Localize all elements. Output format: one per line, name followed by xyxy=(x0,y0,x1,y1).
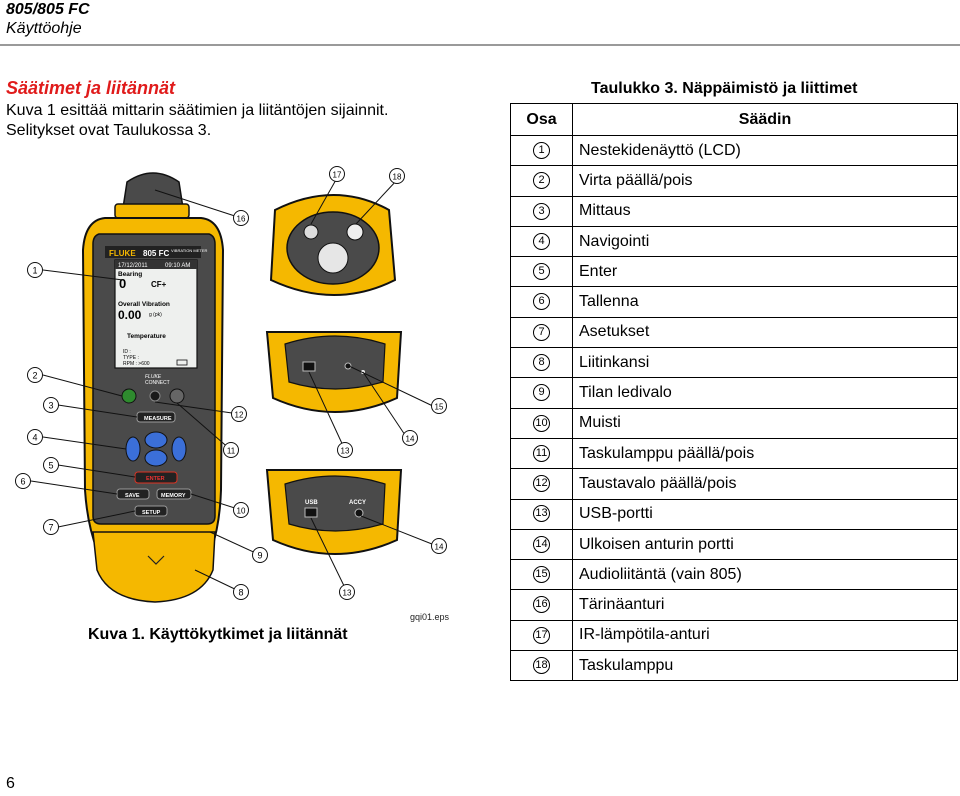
connect-text: CONNECT xyxy=(145,380,170,386)
table-cell-saadin: Muisti xyxy=(573,408,958,438)
svg-text:17: 17 xyxy=(332,170,342,180)
bottom-view-805 xyxy=(267,332,401,412)
table-header-row xyxy=(511,104,958,136)
table-cell-saadin: USB-portti xyxy=(573,499,958,529)
svg-text:9: 9 xyxy=(257,550,263,561)
table-cell-osa xyxy=(511,226,573,256)
table-cell-saadin: Taskulamppu xyxy=(573,651,958,681)
table-cell-saadin: IR-lämpötila-anturi xyxy=(573,620,958,650)
callout-1 xyxy=(28,263,43,278)
table-cell-osa xyxy=(511,378,573,408)
page-header xyxy=(6,0,90,38)
part-number-badge: 13 xyxy=(533,505,550,522)
table-row xyxy=(511,317,958,347)
vibration-sensor-tip xyxy=(318,243,348,273)
svg-text:18: 18 xyxy=(392,172,402,182)
callout-3 xyxy=(44,398,59,413)
callout-8 xyxy=(234,585,249,600)
table-cell-osa xyxy=(511,196,573,226)
header-doc-title: Käyttöohje xyxy=(6,20,82,37)
section-intro: Kuva 1 esittää mittarin säätimien ja liitäntöjen sijainnit. Selitykset ovat Taulukossa 3. xyxy=(6,102,389,139)
lcd-cf: CF+ xyxy=(151,280,167,289)
table-row xyxy=(511,469,958,499)
table-row xyxy=(511,529,958,559)
table-cell-osa xyxy=(511,590,573,620)
svg-text:12: 12 xyxy=(234,410,244,420)
usb-port-label: USB xyxy=(305,500,318,506)
part-number-badge: 8 xyxy=(533,354,550,371)
table-cell-saadin: Navigointi xyxy=(573,226,958,256)
connect-brand: FLUKE xyxy=(145,374,162,380)
callout-13b xyxy=(340,585,355,600)
part-number-badge: 15 xyxy=(533,566,550,583)
table-row xyxy=(511,287,958,317)
callout-12 xyxy=(232,407,247,422)
part-number-badge: 3 xyxy=(533,203,550,220)
part-number-badge: 9 xyxy=(533,384,550,401)
table-cell-saadin: Tärinäanturi xyxy=(573,590,958,620)
figure-drawing xyxy=(5,160,455,610)
svg-text:5: 5 xyxy=(48,460,54,471)
model-sub-label: VIBRATION METER xyxy=(171,248,208,253)
table-row xyxy=(511,136,958,166)
table-row xyxy=(511,499,958,529)
svg-text:6: 6 xyxy=(20,476,26,487)
svg-text:16: 16 xyxy=(236,214,246,224)
table-cell-saadin: Enter xyxy=(573,257,958,287)
figure-caption: Kuva 1. Käyttökytkimet ja liitännät xyxy=(88,626,348,643)
table-cell-osa xyxy=(511,287,573,317)
flashlight-lens xyxy=(347,224,363,240)
table-row xyxy=(511,226,958,256)
table-cell-saadin: Taskulamppu päällä/pois xyxy=(573,438,958,468)
table-row xyxy=(511,651,958,681)
table-cell-saadin: Virta päällä/pois xyxy=(573,166,958,196)
table-row xyxy=(511,408,958,438)
section-title: Säätimet ja liitännät xyxy=(6,78,176,98)
lcd-overall-value: 0.00 xyxy=(118,308,142,322)
part-number-badge: 18 xyxy=(533,657,550,674)
svg-text:1: 1 xyxy=(32,265,38,276)
usb-port-805[interactable] xyxy=(303,362,315,371)
svg-text:13: 13 xyxy=(342,588,352,598)
part-number-badge: 10 xyxy=(533,415,550,432)
top-view-sensor-end xyxy=(271,195,395,295)
svg-text:8: 8 xyxy=(238,587,244,598)
nav-up-button[interactable] xyxy=(145,432,167,448)
svg-text:14: 14 xyxy=(434,542,444,552)
page-number: 6 xyxy=(6,775,15,792)
table-cell-osa xyxy=(511,257,573,287)
part-number-badge: 7 xyxy=(533,324,550,341)
table-row xyxy=(511,620,958,650)
callout-10 xyxy=(234,503,249,518)
enter-button-label: ENTER xyxy=(146,476,165,482)
table-row xyxy=(511,438,958,468)
part-number-badge: 17 xyxy=(533,627,550,644)
model-label: 805 FC xyxy=(143,249,170,258)
table-row xyxy=(511,590,958,620)
table-cell-osa xyxy=(511,529,573,559)
nav-left-button[interactable] xyxy=(126,437,140,461)
table-row xyxy=(511,560,958,590)
lcd-rpm: RPM : >600 xyxy=(123,361,150,367)
bottom-view-805fc xyxy=(267,470,401,554)
callout-7 xyxy=(44,520,59,535)
table-cell-osa xyxy=(511,317,573,347)
callout-16 xyxy=(234,211,249,226)
nav-right-button[interactable] xyxy=(172,437,186,461)
table-cell-saadin: Taustavalo päällä/pois xyxy=(573,469,958,499)
usb-port-805fc[interactable] xyxy=(305,508,317,517)
table-cell-saadin: Nestekidenäyttö (LCD) xyxy=(573,136,958,166)
svg-text:3: 3 xyxy=(48,400,54,411)
table-cell-saadin: Liitinkansi xyxy=(573,348,958,378)
table-row xyxy=(511,378,958,408)
callout-5 xyxy=(44,458,59,473)
table-cell-osa xyxy=(511,438,573,468)
part-number-badge: 5 xyxy=(533,263,550,280)
header-rule xyxy=(0,44,960,46)
callout-9 xyxy=(253,548,268,563)
part-number-badge: 4 xyxy=(533,233,550,250)
lcd-bearing-label: Bearing xyxy=(118,271,143,278)
figure-file-label: gqi01.eps xyxy=(410,612,450,622)
lcd-temp-label: Temperature xyxy=(127,333,166,340)
table-cell-osa xyxy=(511,499,573,529)
brand-logo: FLUKE xyxy=(109,249,136,258)
lcd-id: ID : xyxy=(123,349,131,355)
svg-text:7: 7 xyxy=(48,522,54,533)
part-number-badge: 1 xyxy=(533,142,550,159)
nav-down-button[interactable] xyxy=(145,450,167,466)
lcd-time: 09:10 AM xyxy=(165,263,191,269)
part-number-badge: 6 xyxy=(533,293,550,310)
part-number-badge: 12 xyxy=(533,475,550,492)
lcd-date: 17/12/2011 xyxy=(118,263,148,269)
table-row xyxy=(511,196,958,226)
table-cell-osa xyxy=(511,469,573,499)
table-cell-osa xyxy=(511,408,573,438)
callout-17 xyxy=(330,167,345,182)
lcd-bearing-value: 0 xyxy=(119,276,127,291)
callout-11 xyxy=(224,443,239,458)
table-row xyxy=(511,348,958,378)
svg-text:14: 14 xyxy=(405,434,415,444)
save-button-label: SAVE xyxy=(125,493,140,499)
accy-port-label: ACCY xyxy=(349,500,367,506)
part-number-badge: 11 xyxy=(533,445,550,462)
svg-text:2: 2 xyxy=(32,370,38,381)
table-cell-saadin: Asetukset xyxy=(573,317,958,347)
callout-14b xyxy=(432,539,447,554)
status-led xyxy=(150,391,160,401)
measure-button-label: MEASURE xyxy=(144,416,172,422)
table-cell-osa xyxy=(511,166,573,196)
table-cell-osa xyxy=(511,136,573,166)
callout-6 xyxy=(16,474,31,489)
table-cell-saadin: Tallenna xyxy=(573,287,958,317)
power-button[interactable] xyxy=(122,389,136,403)
svg-text:4: 4 xyxy=(32,432,38,443)
part-number-badge: 16 xyxy=(533,596,550,613)
table-row xyxy=(511,166,958,196)
table-cell-osa xyxy=(511,651,573,681)
table-cell-osa xyxy=(511,620,573,650)
callout-14a xyxy=(403,431,418,446)
lcd-overall-unit: g (pk) xyxy=(149,312,162,318)
svg-text:10: 10 xyxy=(236,506,246,516)
keys-connectors-table xyxy=(510,103,958,681)
figure-controls-connections xyxy=(5,160,455,610)
table-cell-osa xyxy=(511,560,573,590)
meter-body xyxy=(83,173,223,602)
table-cell-saadin: Audioliitäntä (vain 805) xyxy=(573,560,958,590)
table-cell-saadin: Mittaus xyxy=(573,196,958,226)
part-number-badge: 14 xyxy=(533,536,550,553)
callout-15 xyxy=(432,399,447,414)
header-product: 805/805 FC xyxy=(6,1,90,18)
table-cell-saadin: Ulkoisen anturin portti xyxy=(573,529,958,559)
svg-text:13: 13 xyxy=(340,446,350,456)
svg-text:11: 11 xyxy=(226,446,236,456)
callout-18 xyxy=(390,169,405,184)
table-header-osa: Osa xyxy=(511,104,573,136)
table-header-saadin: Säädin xyxy=(573,104,958,136)
lcd-overall-label: Overall Vibration xyxy=(118,301,170,308)
callout-2 xyxy=(28,368,43,383)
lcd-type: TYPE : xyxy=(123,355,139,361)
table-row xyxy=(511,257,958,287)
table-title: Taulukko 3. Näppäimistö ja liittimet xyxy=(591,80,858,97)
table-cell-osa xyxy=(511,348,573,378)
part-number-badge: 2 xyxy=(533,172,550,189)
lcd-screen xyxy=(115,260,197,368)
callout-13a xyxy=(338,443,353,458)
memory-button-label: MEMORY xyxy=(161,493,186,499)
ir-temperature-sensor xyxy=(304,225,318,239)
table-cell-saadin: Tilan ledivalo xyxy=(573,378,958,408)
flashlight-button[interactable] xyxy=(170,389,184,403)
callout-4 xyxy=(28,430,43,445)
svg-text:15: 15 xyxy=(434,402,444,412)
setup-button-label: SETUP xyxy=(142,510,161,516)
